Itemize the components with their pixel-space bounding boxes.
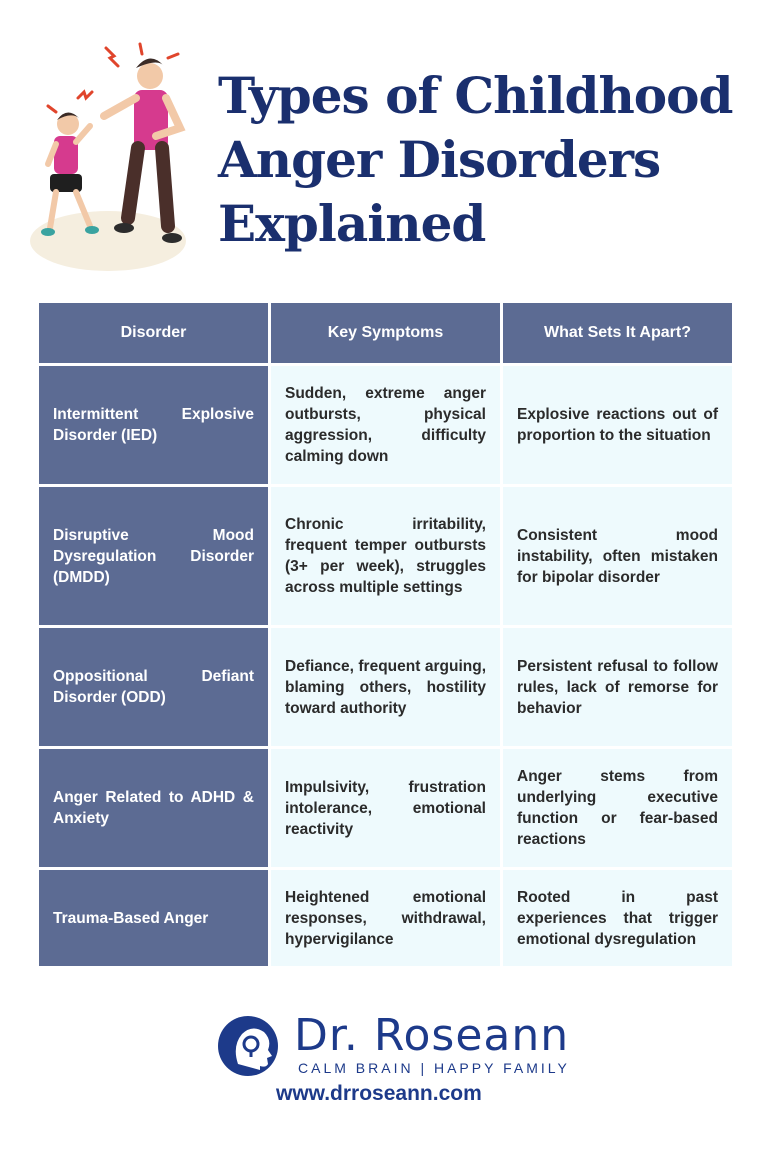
apart-cell: Rooted in past experiences that trigger emotional dysregulation [503,870,732,966]
website-link[interactable]: www.drroseann.com [276,1082,482,1105]
table-row [39,487,732,625]
apart-cell: Anger stems from underlying executive function or fear-based reactions [503,749,732,867]
brand-tagline: CALM BRAIN | HAPPY FAMILY [298,1060,570,1076]
title-line: Explained [218,194,486,253]
apart-cell: Explosive reactions out of proportion to the situation [503,366,732,484]
disorder-cell: Trauma-Based Anger [39,870,268,966]
table-row [39,749,732,867]
table-header-row [39,303,732,363]
symptoms-cell: Sudden, extreme anger outbursts, physical aggression, difficulty calming down [271,366,500,484]
disorder-cell: Anger Related to ADHD & Anxiety [39,749,268,867]
header-disorder: Disorder [39,303,268,363]
disorder-cell: Oppositional Defiant Disorder (ODD) [39,628,268,746]
page-title [218,64,748,256]
angry-parent-child-illustration [28,36,208,276]
header-what-sets-it-apart: What Sets It Apart? [503,303,732,363]
table-row [39,870,732,966]
header-key-symptoms: Key Symptoms [271,303,500,363]
disorders-table [36,300,735,969]
symptoms-cell: Chronic irritability, frequent temper outbursts (3+ per week), struggles across multiple settings [271,487,500,625]
symptoms-cell: Heightened emotional responses, withdrawal, hypervigilance [271,870,500,966]
table-row [39,628,732,746]
disorder-cell: Intermittent Explosive Disorder (IED) [39,366,268,484]
disorders-table-container [39,303,729,969]
brand-logo [216,1010,570,1110]
symptoms-cell: Impulsivity, frustration intolerance, emotional reactivity [271,749,500,867]
apart-cell: Persistent refusal to follow rules, lack of remorse for behavior [503,628,732,746]
head-silhouette-icon [216,1014,280,1078]
disorder-cell: Disruptive Mood Dysregulation Disorder (DMDD) [39,487,268,625]
symptoms-cell: Defiance, frequent arguing, blaming others, hostility toward authority [271,628,500,746]
title-line: Types of Childhood [218,66,733,125]
brand-name: Dr. Roseann [294,1010,570,1061]
apart-cell: Consistent mood instability, often mistaken for bipolar disorder [503,487,732,625]
table-row [39,366,732,484]
title-line: Anger Disorders [218,130,661,189]
